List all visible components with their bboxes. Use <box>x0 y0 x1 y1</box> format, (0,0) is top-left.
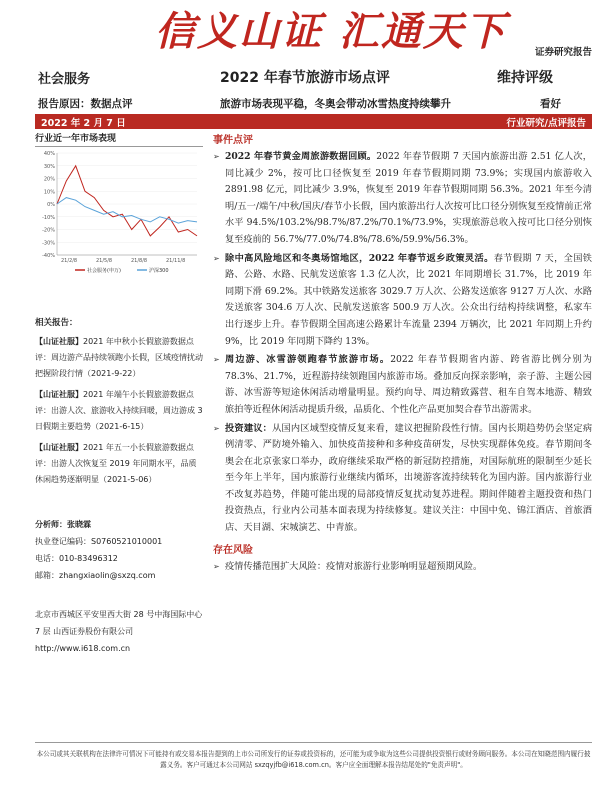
risk-paragraph: ➢ 疫情传播范围扩大风险：疫情对旅游行业影响明显超预期风险。 <box>213 559 592 576</box>
x-tick-label: 21/11/8 <box>166 258 186 264</box>
brand-logo-text: 信义山证 汇通天下 <box>155 9 507 55</box>
y-tick-label: -40% <box>42 253 55 259</box>
y-tick-label: 30% <box>43 163 55 170</box>
analyst-phone: 电话：010-83496312 <box>35 554 118 563</box>
y-tick-label: 20% <box>43 176 55 183</box>
y-tick-label: -10% <box>42 214 55 221</box>
risk-section-title: 存在风险 <box>213 544 253 556</box>
company-website[interactable]: http://www.i618.com.cn <box>35 644 131 653</box>
series-line <box>57 166 197 236</box>
brand-banner <box>0 0 600 62</box>
bullet-paragraph: ➢ 周边游、冰雪游领跑春节旅游市场。2022 年春节假期省内游、跨省游比例分别为 78.3%、21.7%，近程游持续领跑国内旅游市场。叠加反向探亲影响，亲子游、主题公园游、冰雪游等短途休闲活动增量明显。预约向导、周边精致露营、租车自驾本地游、精致旅拍等近程休闲活动提质升级，品质化、个性化产品更加契合春节出游需求。 <box>213 354 592 415</box>
analyst-name: 分析师：张晓霖 <box>35 520 91 529</box>
market-chart <box>35 147 203 277</box>
arrow-icon: ➢ <box>213 152 220 161</box>
title-row <box>0 66 600 88</box>
related-item[interactable]: 【山证社服】2021 年端午小长假旅游数据点评：出游人次、旅游收入持续回暖，周边游成 3 日假期主要趋势（2021-6-15） <box>35 390 203 431</box>
bullet-paragraph: ➢ 投资建议：从国内区域型疫情反复来看，建议把握阶段性行情。国内长期趋势仍会坚定病例清零、严防境外输入、加快疫苗接种和多种疫苗研发，尽快实现群体免疫。春节期间冬奥会在北京张家口举办，政府继续采取严格的新冠防控措施，对国际航班的限制至少延长至今年上半年，国内旅游行业继续内循环，出境游客流持续转化为国内游。国内旅游行业不改复苏趋势，伴随可能出现的局部疫情反复扰动复苏进程。期间伴随着主题投资和热门投资热点，行业内公司基本面表现为持续修复。建议关注：中国中免、锦江酒店、首旅酒店、天目湖、宋城演艺、中青旅。 <box>213 422 593 534</box>
analyst-email[interactable]: 邮箱：zhangxiaolin@sxzq.com <box>35 571 156 580</box>
report-type: 行业研究/点评报告 <box>506 118 586 129</box>
related-title: 相关报告： <box>35 318 78 328</box>
arrow-icon: ➢ <box>213 561 220 571</box>
main-content <box>213 131 592 577</box>
legend-label: 沪深300 <box>149 268 169 274</box>
x-tick-label: 21/2/8 <box>61 258 78 264</box>
subtitle-row <box>0 94 600 112</box>
y-tick-label: 40% <box>43 151 55 157</box>
analyst-cert: 执业登记编码：S0760521010001 <box>35 537 163 546</box>
arrow-icon: ➢ <box>213 355 220 365</box>
report-title: 2022 年春节旅游市场点评 <box>220 70 390 86</box>
legend-label: 社会服务(申万) <box>87 268 121 274</box>
event-section-title: 事件点评 <box>213 135 253 146</box>
series-line <box>57 198 197 224</box>
arrow-icon: ➢ <box>213 253 220 263</box>
report-date: 2022 年 2 月 7 日 <box>41 118 126 129</box>
report-reason: 报告原因：数据点评 <box>38 98 133 110</box>
x-tick-label: 21/5/8 <box>96 258 113 264</box>
rating-value: 看好 <box>540 98 561 110</box>
rating-label: 维持评级 <box>497 70 553 86</box>
report-subtitle: 旅游市场表现平稳，冬奥会带动冰雪热度持续攀升 <box>220 98 451 110</box>
market-chart-svg <box>35 147 203 277</box>
company-address <box>35 606 203 657</box>
chart-title: 行业近一年市场表现 <box>35 131 203 147</box>
industry-label: 社会服务 <box>38 72 91 87</box>
brand-subtitle: 证券研究报告 <box>534 47 592 58</box>
arrow-icon: ➢ <box>213 423 220 433</box>
y-tick-label: -20% <box>42 227 55 234</box>
related-item[interactable]: 【山证社服】2021 年中秋小长假旅游数据点评：周边游产品持续领跑小长假，区域疫情扰动把握阶段行情（2021-9-22） <box>35 337 203 378</box>
bullet-paragraph: ➢ 除中高风险地区和冬奥场馆地区，2022 年春节返乡政策灵活。春节假期 7 天，全国铁路、公路、水路、民航发送旅客 1.3 亿人次，比 2021 年同期增长 31.7%，比 2019 年同期下滑 69.2%。其中铁路发送旅客 3029.7 万人次、公路发送旅客 9127 万人次、水路发送旅客 304.6 万人次、民航发送旅客 500.9 万人次。公众出行结构持续调整，私家车出行逐步上升。春节假期全国高速公路累计车流量 2394 万辆次，比 2021 年同期上升约 9%，比 2019 年同期下降约 13%。 <box>213 252 592 347</box>
disclaimer-footer: 本公司或其关联机构在法律许可情况下可能持有或交易本报告提到的上市公司所发行的证券或投资标的，还可能为或争取为这些公司提供投资银行或财务顾问服务。本公司在知晓范围内履行披露义务。客户可通过本公司网站 sxzqyjfb@i618.com.cn。客户应全面理解本报告结尾处的"免责声明"。 <box>35 742 592 771</box>
bullet-paragraph: ➢ 2022 年春节黄金周旅游数据回顾。2022 年春节假期 7 天国内旅游出游 2.51 亿人次，同比减少 2%，按可比口径恢复至 2019 年春节假期同期 73.9%；实现国内旅游收入 2891.98 亿元，同比减少 3.9%，恢复至 2019 年春节假期同期 56.3%。2021 年至今清明/五一/端午/中秋/国庆/春节小长假，国内旅游出行人次按可比口径分别恢复至疫情前正常水平 94.5%/103.2%/98.7%/87.2%/70.1%/73.9%，实现旅游总收入按可比口径分别恢复至疫前的 56.7%/77.0%/74.8%/78.6%/59.9%/56.3%。 <box>213 151 592 245</box>
analyst-info <box>35 516 203 584</box>
x-tick-label: 21/8/8 <box>131 258 148 264</box>
date-bar <box>35 114 592 129</box>
left-sidebar <box>35 131 203 721</box>
y-tick-label: 10% <box>43 189 55 196</box>
y-tick-label: 0% <box>47 202 55 208</box>
related-reports <box>35 316 203 493</box>
y-tick-label: -30% <box>42 240 55 247</box>
related-item[interactable]: 【山证社服】2021 年五一小长假旅游数据点评：出游人次恢复至 2019 年同期水平，品质休闲趋势逐渐明显（2021-5-06） <box>35 443 197 484</box>
address-line: 北京市西城区平安里西大街 28 号中海国际中心 7 层 山西证券股份有限公司 <box>35 610 203 636</box>
